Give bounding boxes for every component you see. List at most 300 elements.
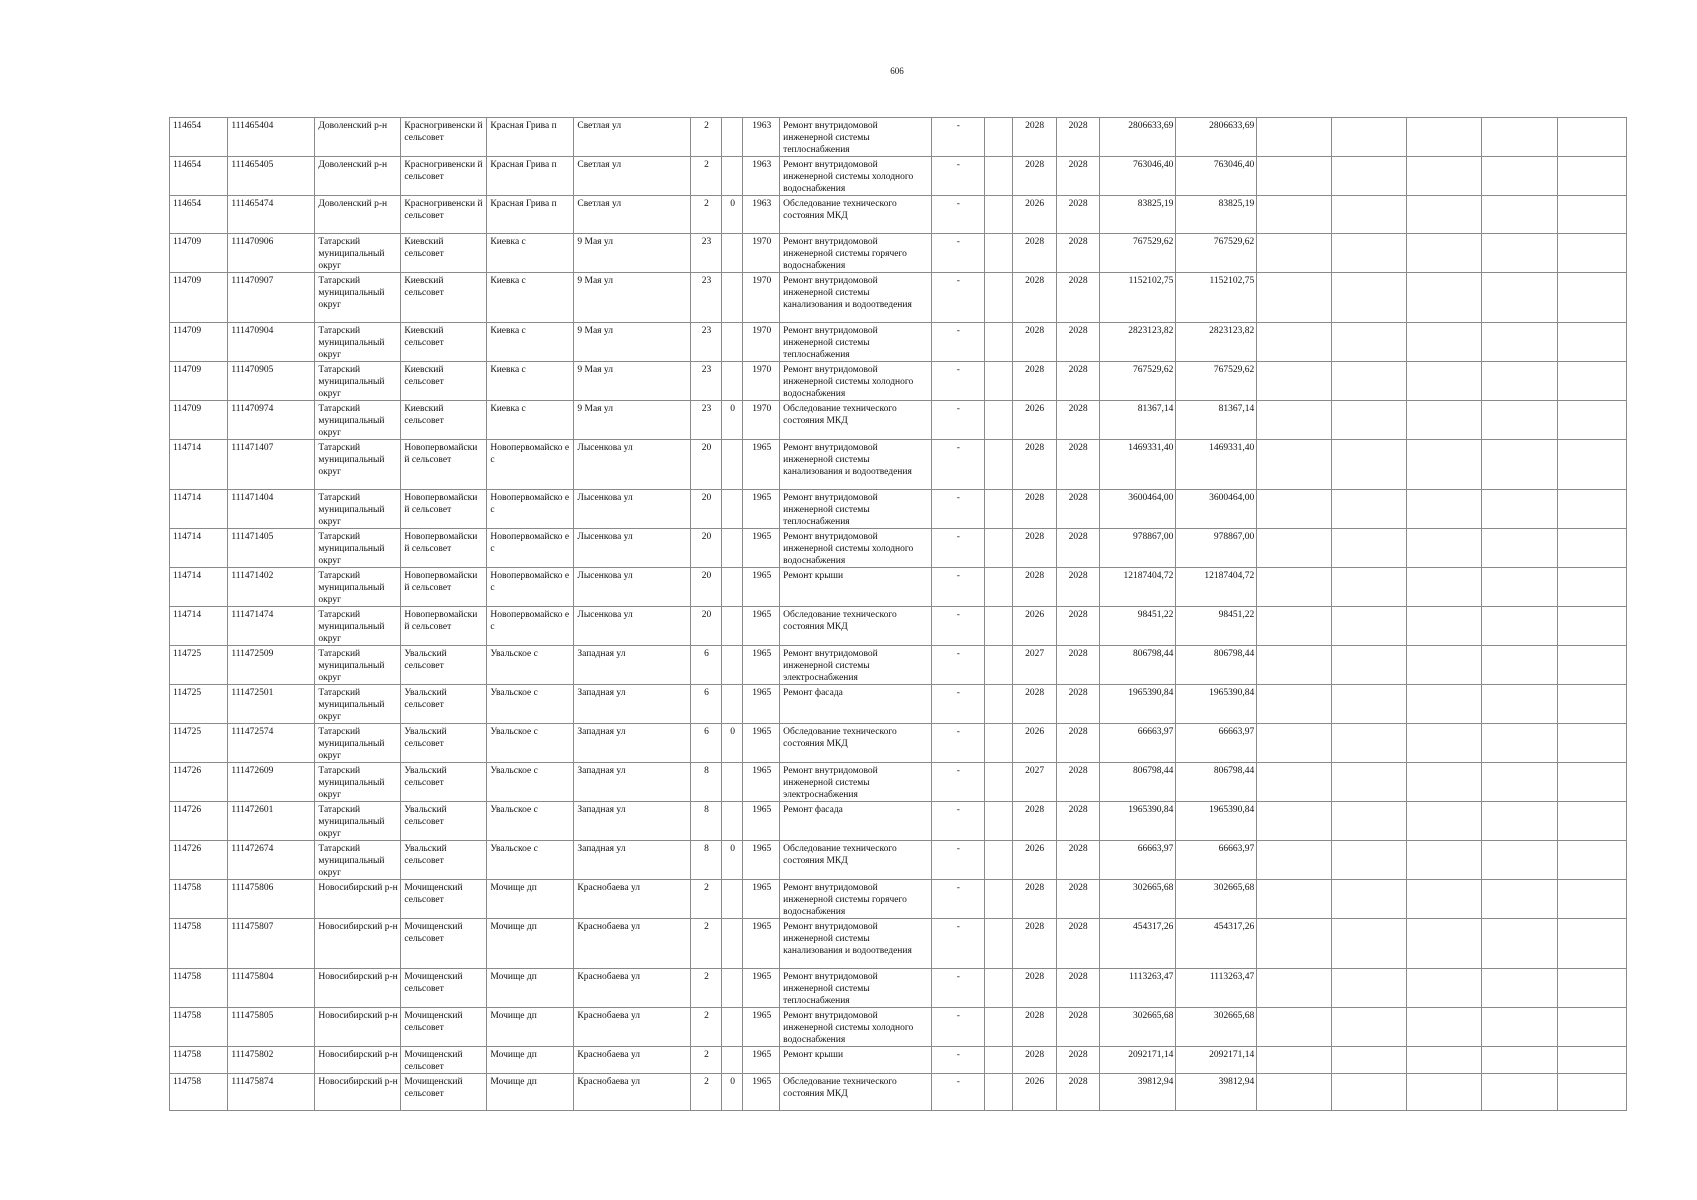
cell-empty xyxy=(1558,362,1627,401)
table-row xyxy=(170,802,1627,841)
table-row xyxy=(170,1008,1627,1047)
cell-build-year: 1965 xyxy=(743,646,780,685)
cell-work-code: 111475802 xyxy=(228,1047,315,1074)
cell-cost-total: 12187404,72 xyxy=(1176,568,1257,607)
table-row xyxy=(170,196,1627,234)
cell-empty xyxy=(1406,118,1482,157)
cell-work-code: 111465405 xyxy=(228,157,315,196)
cell-council: Киевский сельсовет xyxy=(401,234,487,273)
cell-locality: Киевка с xyxy=(487,323,574,362)
cell-locality: Мочище дп xyxy=(487,1008,574,1047)
cell-work-type: Ремонт внутридомовой инженерной системы канализования и водоотведения xyxy=(780,440,932,490)
cell-empty xyxy=(1482,1047,1558,1074)
cell-empty xyxy=(984,802,1012,841)
cell-empty xyxy=(1558,323,1627,362)
cell-street: 9 Мая ул xyxy=(574,273,691,323)
table-row xyxy=(170,568,1627,607)
cell-district: Новосибирский р-н xyxy=(315,1074,401,1111)
cell-building xyxy=(721,969,743,1008)
cell-empty xyxy=(1331,440,1406,490)
cell-work-code: 111475806 xyxy=(228,880,315,919)
cell-empty xyxy=(1257,1047,1332,1074)
cell-work-type: Ремонт внутридомовой инженерной системы горячего водоснабжения xyxy=(780,880,932,919)
cell-cost-total: 454317,26 xyxy=(1176,919,1257,969)
cell-object-id: 114709 xyxy=(170,234,228,273)
cell-year-start: 2028 xyxy=(1012,880,1056,919)
cell-cost-total: 806798,44 xyxy=(1176,646,1257,685)
cell-empty xyxy=(1331,646,1406,685)
cell-cost-total: 1113263,47 xyxy=(1176,969,1257,1008)
cell-building xyxy=(721,880,743,919)
cell-cost: 767529,62 xyxy=(1099,362,1176,401)
cell-work-code: 111471407 xyxy=(228,440,315,490)
cell-council: Увальский сельсовет xyxy=(401,763,487,802)
cell-council: Увальский сельсовет xyxy=(401,841,487,880)
cell-cost: 83825,19 xyxy=(1099,196,1176,234)
cell-council: Красногривенски й сельсовет xyxy=(401,157,487,196)
cell-empty xyxy=(1257,490,1332,529)
cell-empty xyxy=(1482,685,1558,724)
cell-work-type: Обследование технического состояния МКД xyxy=(780,724,932,763)
cell-cost-total: 767529,62 xyxy=(1176,362,1257,401)
cell-work-type: Ремонт внутридомовой инженерной системы теплоснабжения xyxy=(780,969,932,1008)
cell-empty xyxy=(1406,196,1482,234)
cell-street: Краснобаева ул xyxy=(574,1074,691,1111)
cell-locality: Новопервомайско е с xyxy=(487,529,574,568)
cell-building xyxy=(721,646,743,685)
cell-locality: Киевка с xyxy=(487,362,574,401)
cell-work-type: Ремонт внутридомовой инженерной системы холодного водоснабжения xyxy=(780,1008,932,1047)
cell-build-year: 1970 xyxy=(743,234,780,273)
cell-year-end: 2028 xyxy=(1056,607,1099,646)
cell-year-end: 2028 xyxy=(1056,646,1099,685)
cell-year-start: 2028 xyxy=(1012,273,1056,323)
cell-dash: - xyxy=(931,607,984,646)
cell-cost: 1113263,47 xyxy=(1099,969,1176,1008)
cell-empty xyxy=(1331,1008,1406,1047)
cell-cost: 66663,97 xyxy=(1099,724,1176,763)
cell-street: Светлая ул xyxy=(574,196,691,234)
cell-district: Татарский муниципальный округ xyxy=(315,273,401,323)
cell-cost-total: 302665,68 xyxy=(1176,1008,1257,1047)
cell-empty xyxy=(1406,969,1482,1008)
cell-house-number: 2 xyxy=(691,1074,722,1111)
cell-build-year: 1970 xyxy=(743,323,780,362)
cell-house-number: 20 xyxy=(691,490,722,529)
cell-year-start: 2028 xyxy=(1012,1047,1056,1074)
cell-empty xyxy=(984,969,1012,1008)
cell-dash: - xyxy=(931,157,984,196)
cell-empty xyxy=(1406,440,1482,490)
cell-year-start: 2028 xyxy=(1012,157,1056,196)
cell-build-year: 1965 xyxy=(743,880,780,919)
cell-empty xyxy=(1331,763,1406,802)
cell-building xyxy=(721,607,743,646)
cell-cost-total: 81367,14 xyxy=(1176,401,1257,440)
cell-council: Красногривенски й сельсовет xyxy=(401,118,487,157)
table-row xyxy=(170,724,1627,763)
cell-district: Татарский муниципальный округ xyxy=(315,234,401,273)
cell-work-type: Ремонт фасада xyxy=(780,802,932,841)
cell-district: Татарский муниципальный округ xyxy=(315,362,401,401)
cell-empty xyxy=(1257,196,1332,234)
cell-empty xyxy=(1257,273,1332,323)
cell-district: Татарский муниципальный округ xyxy=(315,401,401,440)
cell-empty xyxy=(1482,273,1558,323)
cell-year-end: 2028 xyxy=(1056,401,1099,440)
cell-empty xyxy=(1257,969,1332,1008)
cell-district: Доволенский р-н xyxy=(315,157,401,196)
cell-empty xyxy=(1257,685,1332,724)
cell-year-end: 2028 xyxy=(1056,1047,1099,1074)
cell-house-number: 6 xyxy=(691,724,722,763)
cell-year-end: 2028 xyxy=(1056,196,1099,234)
cell-empty xyxy=(984,401,1012,440)
cell-cost: 806798,44 xyxy=(1099,763,1176,802)
cell-empty xyxy=(1558,969,1627,1008)
table-row xyxy=(170,685,1627,724)
cell-empty xyxy=(984,1047,1012,1074)
cell-year-end: 2028 xyxy=(1056,1074,1099,1111)
cell-object-id: 114725 xyxy=(170,646,228,685)
cell-district: Татарский муниципальный округ xyxy=(315,685,401,724)
cell-building xyxy=(721,685,743,724)
cell-empty xyxy=(1257,919,1332,969)
cell-build-year: 1965 xyxy=(743,1074,780,1111)
cell-council: Новопервомайски й сельсовет xyxy=(401,490,487,529)
cell-empty xyxy=(1406,607,1482,646)
cell-building xyxy=(721,440,743,490)
cell-build-year: 1965 xyxy=(743,763,780,802)
cell-locality: Киевка с xyxy=(487,273,574,323)
cell-year-end: 2028 xyxy=(1056,529,1099,568)
cell-year-start: 2026 xyxy=(1012,401,1056,440)
cell-dash: - xyxy=(931,685,984,724)
cell-year-end: 2028 xyxy=(1056,802,1099,841)
cell-build-year: 1963 xyxy=(743,196,780,234)
cell-work-code: 111472509 xyxy=(228,646,315,685)
cell-build-year: 1970 xyxy=(743,362,780,401)
cell-dash: - xyxy=(931,724,984,763)
cell-empty xyxy=(1257,724,1332,763)
cell-house-number: 8 xyxy=(691,763,722,802)
cell-empty xyxy=(1257,323,1332,362)
cell-work-code: 111472609 xyxy=(228,763,315,802)
cell-work-type: Ремонт внутридомовой инженерной системы холодного водоснабжения xyxy=(780,529,932,568)
cell-street: Краснобаева ул xyxy=(574,880,691,919)
cell-locality: Увальское с xyxy=(487,841,574,880)
cell-cost: 2823123,82 xyxy=(1099,323,1176,362)
cell-house-number: 23 xyxy=(691,362,722,401)
cell-empty xyxy=(1331,234,1406,273)
cell-council: Увальский сельсовет xyxy=(401,646,487,685)
cell-empty xyxy=(1331,401,1406,440)
cell-building xyxy=(721,529,743,568)
cell-cost: 763046,40 xyxy=(1099,157,1176,196)
cell-empty xyxy=(1331,880,1406,919)
cell-street: Светлая ул xyxy=(574,118,691,157)
cell-year-end: 2028 xyxy=(1056,685,1099,724)
cell-cost: 302665,68 xyxy=(1099,880,1176,919)
cell-work-type: Ремонт внутридомовой инженерной системы холодного водоснабжения xyxy=(780,157,932,196)
cell-cost: 98451,22 xyxy=(1099,607,1176,646)
cell-year-end: 2028 xyxy=(1056,440,1099,490)
cell-work-code: 111470904 xyxy=(228,323,315,362)
table-row xyxy=(170,1047,1627,1074)
page-number: 606 xyxy=(890,66,904,76)
cell-empty xyxy=(1482,724,1558,763)
cell-house-number: 20 xyxy=(691,440,722,490)
cell-object-id: 114714 xyxy=(170,568,228,607)
cell-cost-total: 39812,94 xyxy=(1176,1074,1257,1111)
cell-empty xyxy=(1558,401,1627,440)
cell-dash: - xyxy=(931,440,984,490)
repair-schedule-table xyxy=(169,117,1627,1111)
cell-dash: - xyxy=(931,401,984,440)
cell-building xyxy=(721,273,743,323)
cell-work-type: Ремонт внутридомовой инженерной системы канализования и водоотведения xyxy=(780,919,932,969)
cell-object-id: 114709 xyxy=(170,323,228,362)
cell-house-number: 23 xyxy=(691,323,722,362)
cell-district: Новосибирский р-н xyxy=(315,880,401,919)
cell-locality: Увальское с xyxy=(487,646,574,685)
cell-empty xyxy=(1257,362,1332,401)
cell-district: Татарский муниципальный округ xyxy=(315,490,401,529)
cell-cost: 12187404,72 xyxy=(1099,568,1176,607)
cell-building xyxy=(721,802,743,841)
table-row xyxy=(170,607,1627,646)
cell-cost: 1965390,84 xyxy=(1099,685,1176,724)
cell-dash: - xyxy=(931,118,984,157)
cell-year-start: 2026 xyxy=(1012,607,1056,646)
cell-build-year: 1965 xyxy=(743,607,780,646)
cell-empty xyxy=(1406,802,1482,841)
cell-empty xyxy=(1257,880,1332,919)
cell-council: Красногривенски й сельсовет xyxy=(401,196,487,234)
cell-empty xyxy=(1482,440,1558,490)
table-row xyxy=(170,118,1627,157)
cell-council: Мочищенский сельсовет xyxy=(401,1074,487,1111)
cell-dash: - xyxy=(931,880,984,919)
cell-house-number: 8 xyxy=(691,841,722,880)
cell-year-start: 2028 xyxy=(1012,362,1056,401)
cell-building xyxy=(721,157,743,196)
cell-year-end: 2028 xyxy=(1056,273,1099,323)
cell-empty xyxy=(1406,841,1482,880)
cell-district: Татарский муниципальный округ xyxy=(315,763,401,802)
cell-empty xyxy=(1482,118,1558,157)
cell-district: Татарский муниципальный округ xyxy=(315,724,401,763)
cell-year-end: 2028 xyxy=(1056,157,1099,196)
cell-empty xyxy=(984,323,1012,362)
cell-street: Краснобаева ул xyxy=(574,919,691,969)
cell-building xyxy=(721,919,743,969)
table-row xyxy=(170,529,1627,568)
cell-house-number: 2 xyxy=(691,919,722,969)
cell-house-number: 8 xyxy=(691,802,722,841)
cell-empty xyxy=(984,841,1012,880)
cell-object-id: 114758 xyxy=(170,919,228,969)
table-row xyxy=(170,440,1627,490)
cell-empty xyxy=(1558,919,1627,969)
cell-building: 0 xyxy=(721,1074,743,1111)
cell-cost-total: 763046,40 xyxy=(1176,157,1257,196)
cell-empty xyxy=(1257,529,1332,568)
cell-building xyxy=(721,323,743,362)
cell-cost-total: 2823123,82 xyxy=(1176,323,1257,362)
cell-empty xyxy=(1257,1008,1332,1047)
cell-cost-total: 1965390,84 xyxy=(1176,685,1257,724)
cell-district: Доволенский р-н xyxy=(315,196,401,234)
cell-work-code: 111471474 xyxy=(228,607,315,646)
cell-year-start: 2028 xyxy=(1012,118,1056,157)
cell-district: Татарский муниципальный округ xyxy=(315,440,401,490)
cell-house-number: 2 xyxy=(691,118,722,157)
cell-work-code: 111471402 xyxy=(228,568,315,607)
cell-build-year: 1965 xyxy=(743,568,780,607)
cell-dash: - xyxy=(931,763,984,802)
cell-year-start: 2028 xyxy=(1012,919,1056,969)
cell-house-number: 6 xyxy=(691,646,722,685)
cell-house-number: 20 xyxy=(691,607,722,646)
cell-work-code: 111475804 xyxy=(228,969,315,1008)
cell-cost-total: 83825,19 xyxy=(1176,196,1257,234)
cell-work-code: 111465474 xyxy=(228,196,315,234)
cell-empty xyxy=(1558,234,1627,273)
cell-locality: Новопервомайско е с xyxy=(487,607,574,646)
cell-year-start: 2028 xyxy=(1012,685,1056,724)
table-row xyxy=(170,362,1627,401)
cell-cost-total: 66663,97 xyxy=(1176,724,1257,763)
cell-council: Мочищенский сельсовет xyxy=(401,969,487,1008)
cell-council: Увальский сельсовет xyxy=(401,724,487,763)
cell-dash: - xyxy=(931,646,984,685)
cell-work-code: 111471405 xyxy=(228,529,315,568)
cell-build-year: 1965 xyxy=(743,919,780,969)
cell-cost: 767529,62 xyxy=(1099,234,1176,273)
cell-council: Мочищенский сельсовет xyxy=(401,1008,487,1047)
cell-street: Лысенкова ул xyxy=(574,490,691,529)
cell-house-number: 20 xyxy=(691,568,722,607)
cell-locality: Увальское с xyxy=(487,685,574,724)
cell-empty xyxy=(984,646,1012,685)
cell-year-end: 2028 xyxy=(1056,880,1099,919)
cell-empty xyxy=(1331,273,1406,323)
cell-work-type: Ремонт крыши xyxy=(780,568,932,607)
cell-empty xyxy=(984,919,1012,969)
cell-work-type: Ремонт внутридомовой инженерной системы теплоснабжения xyxy=(780,323,932,362)
cell-empty xyxy=(1331,1074,1406,1111)
cell-locality: Мочище дп xyxy=(487,969,574,1008)
cell-empty xyxy=(1257,841,1332,880)
cell-empty xyxy=(1482,841,1558,880)
cell-cost: 978867,00 xyxy=(1099,529,1176,568)
cell-empty xyxy=(984,1008,1012,1047)
cell-empty xyxy=(1331,323,1406,362)
cell-work-type: Ремонт внутридомовой инженерной системы горячего водоснабжения xyxy=(780,234,932,273)
table-row xyxy=(170,646,1627,685)
cell-empty xyxy=(1331,607,1406,646)
cell-empty xyxy=(1558,568,1627,607)
cell-cost: 1152102,75 xyxy=(1099,273,1176,323)
table-row xyxy=(170,1074,1627,1111)
cell-empty xyxy=(1482,490,1558,529)
cell-year-end: 2028 xyxy=(1056,841,1099,880)
cell-build-year: 1965 xyxy=(743,1047,780,1074)
table-row xyxy=(170,763,1627,802)
cell-dash: - xyxy=(931,234,984,273)
cell-council: Киевский сельсовет xyxy=(401,273,487,323)
cell-locality: Киевка с xyxy=(487,401,574,440)
cell-cost-total: 2806633,69 xyxy=(1176,118,1257,157)
cell-build-year: 1965 xyxy=(743,969,780,1008)
cell-work-code: 111470905 xyxy=(228,362,315,401)
cell-dash: - xyxy=(931,841,984,880)
cell-locality: Красная Грива п xyxy=(487,196,574,234)
table-row xyxy=(170,919,1627,969)
cell-council: Киевский сельсовет xyxy=(401,401,487,440)
cell-empty xyxy=(1482,969,1558,1008)
cell-empty xyxy=(1406,157,1482,196)
cell-work-code: 111472601 xyxy=(228,802,315,841)
cell-year-start: 2026 xyxy=(1012,841,1056,880)
cell-cost: 454317,26 xyxy=(1099,919,1176,969)
table-row xyxy=(170,969,1627,1008)
cell-empty xyxy=(1331,1047,1406,1074)
cell-locality: Увальское с xyxy=(487,802,574,841)
cell-object-id: 114726 xyxy=(170,802,228,841)
cell-empty xyxy=(1257,607,1332,646)
cell-empty xyxy=(1558,1074,1627,1111)
cell-council: Новопервомайски й сельсовет xyxy=(401,607,487,646)
cell-cost: 1469331,40 xyxy=(1099,440,1176,490)
cell-building: 0 xyxy=(721,841,743,880)
cell-empty xyxy=(984,118,1012,157)
cell-street: 9 Мая ул xyxy=(574,234,691,273)
cell-empty xyxy=(1558,841,1627,880)
cell-year-start: 2028 xyxy=(1012,234,1056,273)
cell-empty xyxy=(1331,685,1406,724)
cell-empty xyxy=(1482,607,1558,646)
cell-empty xyxy=(984,1074,1012,1111)
cell-council: Киевский сельсовет xyxy=(401,323,487,362)
cell-empty xyxy=(1558,196,1627,234)
cell-empty xyxy=(1482,802,1558,841)
cell-empty xyxy=(1406,1074,1482,1111)
cell-empty xyxy=(1406,490,1482,529)
cell-locality: Красная Грива п xyxy=(487,157,574,196)
cell-building xyxy=(721,568,743,607)
cell-cost-total: 302665,68 xyxy=(1176,880,1257,919)
cell-empty xyxy=(984,273,1012,323)
cell-object-id: 114714 xyxy=(170,529,228,568)
cell-street: Краснобаева ул xyxy=(574,1008,691,1047)
cell-council: Новопервомайски й сельсовет xyxy=(401,529,487,568)
cell-cost: 3600464,00 xyxy=(1099,490,1176,529)
cell-cost: 2806633,69 xyxy=(1099,118,1176,157)
cell-work-type: Ремонт внутридомовой инженерной системы электроснабжения xyxy=(780,646,932,685)
cell-empty xyxy=(1482,919,1558,969)
cell-empty xyxy=(1558,724,1627,763)
cell-council: Мочищенский сельсовет xyxy=(401,1047,487,1074)
cell-build-year: 1965 xyxy=(743,529,780,568)
table-row xyxy=(170,273,1627,323)
cell-dash: - xyxy=(931,919,984,969)
cell-empty xyxy=(1331,157,1406,196)
cell-council: Увальский сельсовет xyxy=(401,685,487,724)
table-row xyxy=(170,401,1627,440)
cell-building: 0 xyxy=(721,401,743,440)
